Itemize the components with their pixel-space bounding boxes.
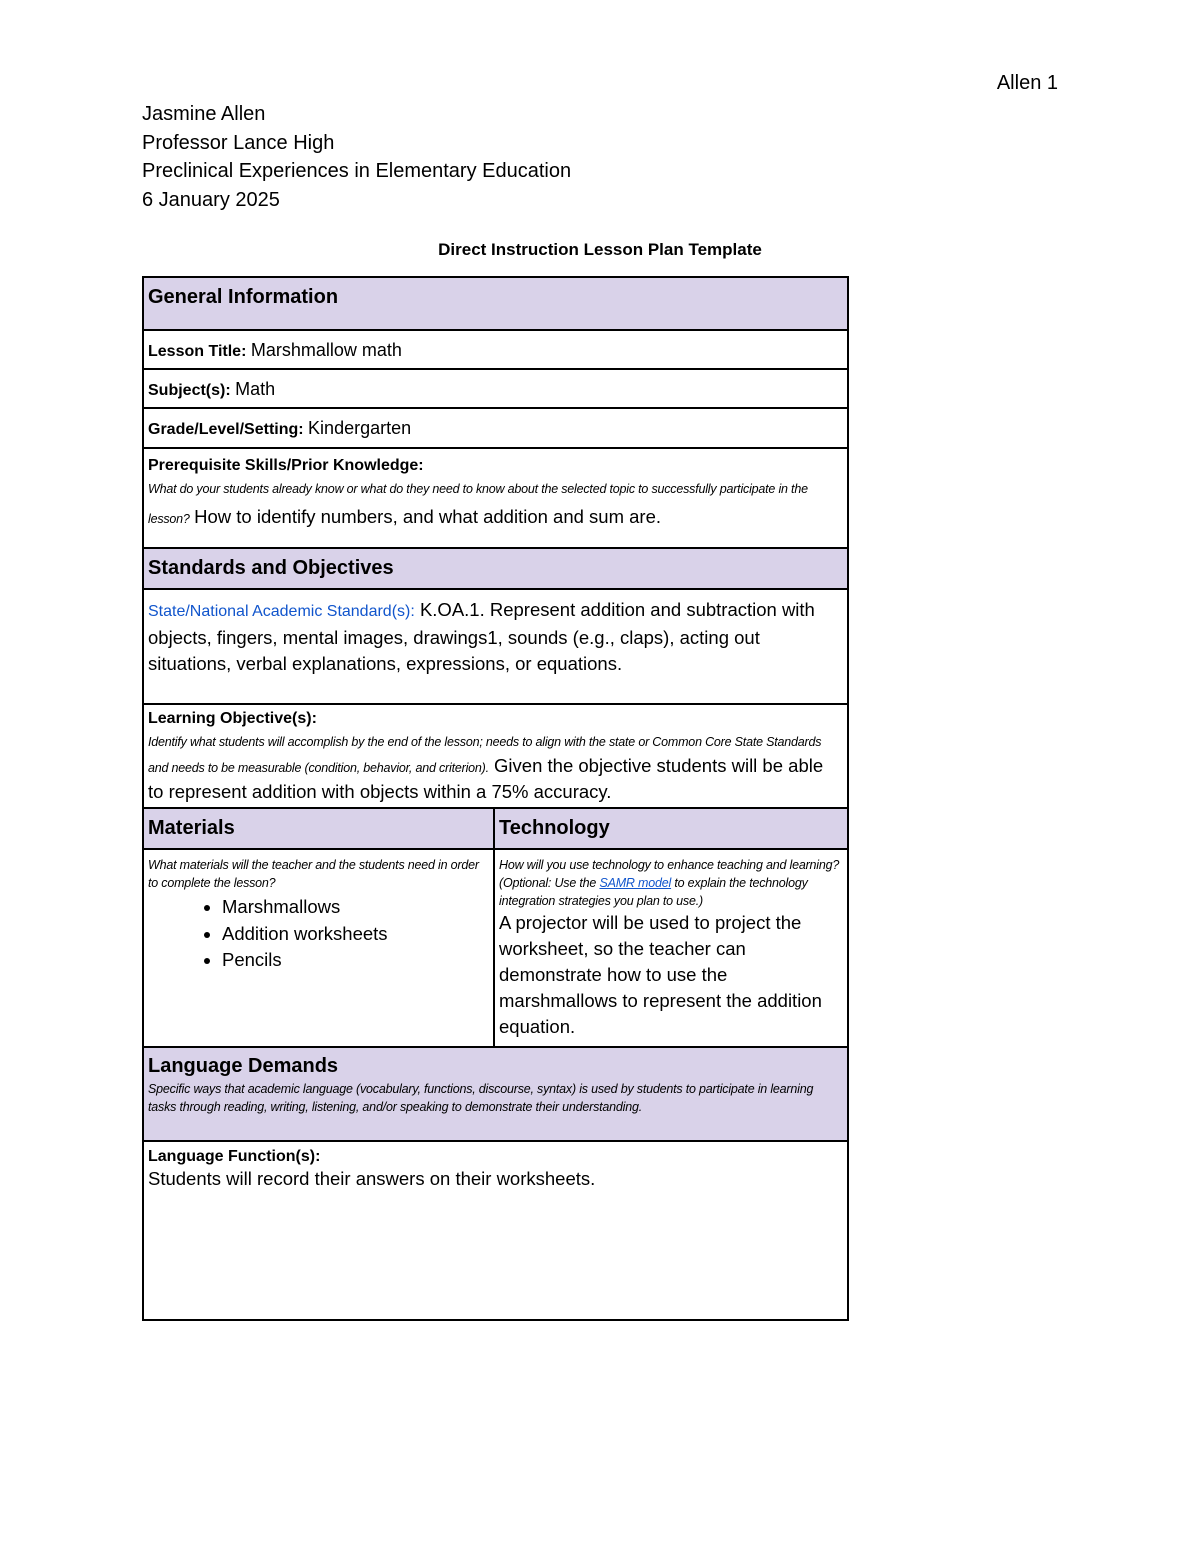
lesson-title-row (143, 330, 848, 369)
grade-label: Grade/Level/Setting: (148, 421, 304, 438)
technology-heading: Technology (499, 817, 610, 839)
prerequisite-value: How to identify numbers, and what addition and sum are. (194, 506, 662, 527)
objective-value: Given the objective students will be able to represent addition with objects within a 75% accuracy. (148, 755, 824, 802)
materials-list (148, 894, 489, 974)
language-function-value: Students will record their answers on their worksheets. (148, 1168, 596, 1189)
standard-value: K.OA.1. Represent addition and subtraction with objects, fingers, mental images, drawings1, sounds (e.g., claps), acting out situations, verbal explanations, expressions, or equations. (148, 599, 815, 674)
technology-value: A projector will be used to project the worksheet, so the teacher can demonstrate how to use the marshmallows to represent the addition equation. (499, 912, 822, 1037)
lesson-title-label: Lesson Title: (148, 343, 247, 360)
prerequisite-hint: What do your students already know or what do they need to know about the selected topic to successfully participate in the lesson? (148, 482, 808, 526)
language-demands-hint: Specific ways that academic language (vocabulary, functions, discourse, syntax) is used by students to participate in learning tasks through reading, writing, listening, and/or speaking to demonstrate their understanding. (148, 1082, 814, 1114)
language-demands-header (143, 1047, 848, 1141)
grade-value: Kindergarten (308, 418, 412, 438)
standard-row (143, 589, 848, 704)
standard-label: State/National Academic Standard(s): (148, 603, 415, 620)
samr-model-link[interactable]: SAMR model (599, 876, 672, 890)
list-item: • Pencils (222, 947, 489, 974)
course-name: Preclinical Experiences in Elementary Education (142, 160, 572, 182)
subject-label: Subject(s): (148, 382, 231, 399)
materials-cell (143, 849, 494, 1047)
subject-value: Math (235, 379, 276, 399)
list-item: • Addition worksheets (222, 921, 489, 948)
general-information-header (143, 277, 848, 330)
heading-date: 6 January 2025 (142, 188, 280, 211)
student-name: Jasmine Allen (142, 103, 266, 125)
grade-row (143, 408, 848, 448)
general-information-heading: General Information (148, 286, 339, 308)
materials-hint: What materials will the teacher and the students need in order to complete the lesson? (148, 858, 479, 890)
prerequisite-label: Prerequisite Skills/Prior Knowledge: (148, 457, 424, 474)
objective-hint: Identify what students will accomplish by the end of the lesson; needs to align with the state or Common Core State Standards and needs to be measurable (condition, behavior, and criterion). (148, 735, 822, 775)
technology-hint-end: to explain the technology integration strategies you plan to use.) (499, 876, 808, 908)
objective-row (143, 704, 848, 808)
materials-header (143, 808, 494, 849)
lesson-plan-table (142, 276, 849, 1321)
materials-heading: Materials (148, 817, 235, 839)
language-function-label: Language Function(s): (148, 1148, 321, 1165)
objective-label: Learning Objective(s): (148, 710, 317, 727)
standards-objectives-header (143, 548, 848, 589)
language-demands-heading: Language Demands (148, 1055, 339, 1077)
standards-objectives-heading: Standards and Objectives (148, 557, 394, 579)
subject-row (143, 369, 848, 408)
lesson-title-value: Marshmallow math (250, 340, 402, 360)
page-number-header: Allen 1 (996, 72, 1058, 94)
professor-name: Professor Lance High (142, 131, 335, 154)
prerequisite-row (143, 448, 848, 548)
document-title: Direct Instruction Lesson Plan Template (438, 240, 762, 259)
mla-heading (142, 100, 571, 214)
technology-header (494, 808, 848, 849)
technology-hint-start: How will you use technology to enhance teaching and learning? (Optional: Use the (499, 858, 840, 890)
technology-cell (494, 849, 848, 1047)
language-function-row (143, 1141, 848, 1320)
list-item: • Marshmallows (222, 894, 489, 921)
